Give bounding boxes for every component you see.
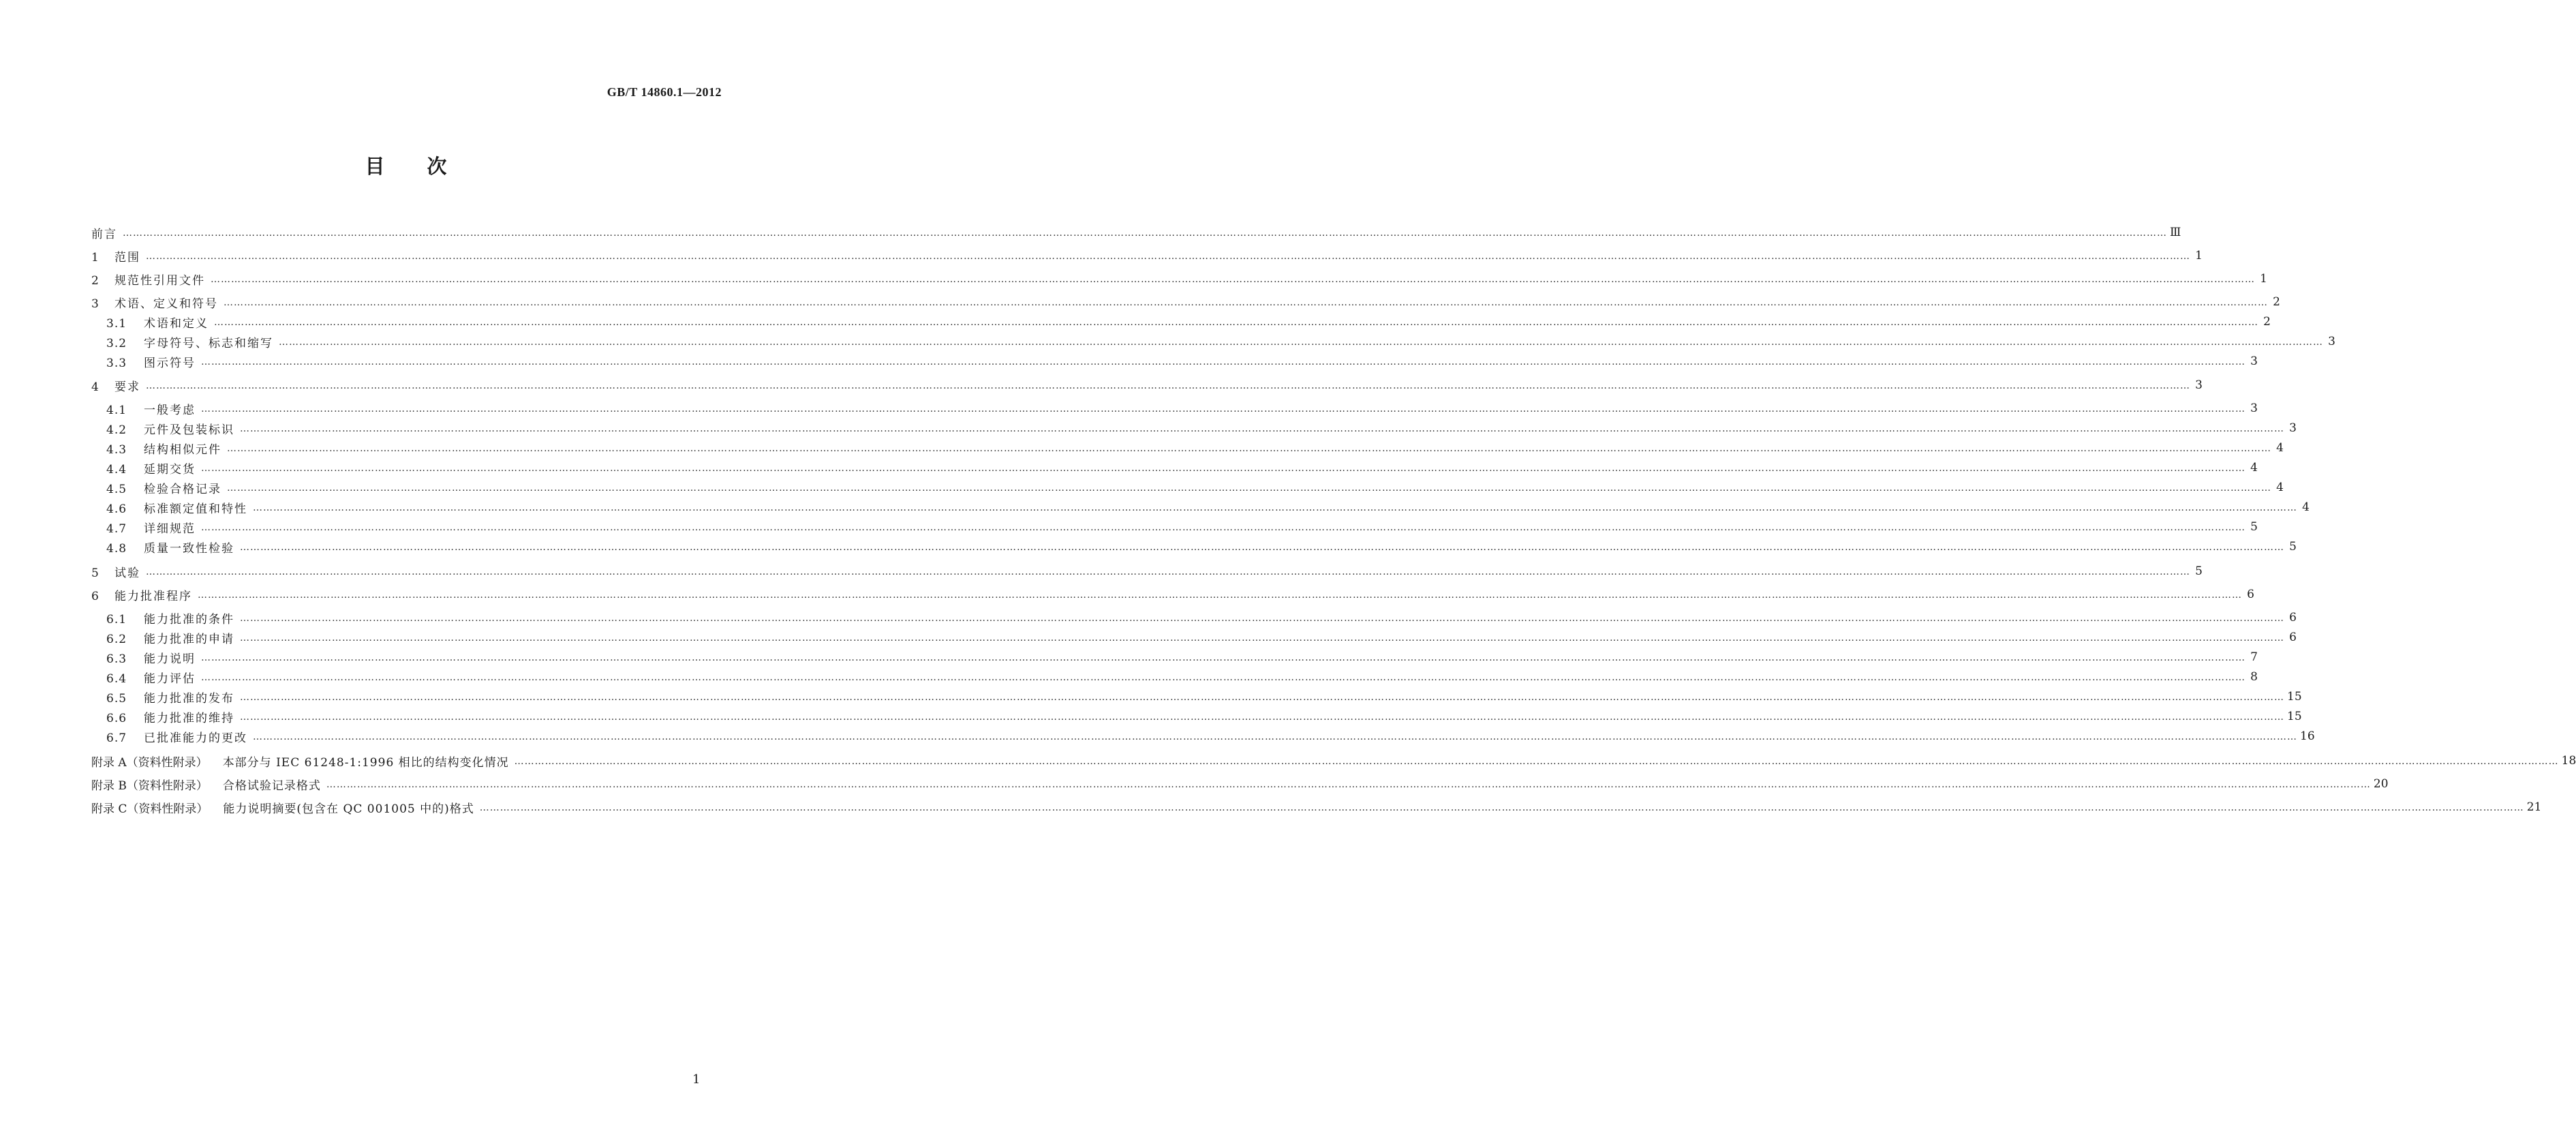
toc-entry[interactable] <box>91 498 2310 517</box>
toc-entry[interactable] <box>91 707 2302 726</box>
toc-entry[interactable] <box>91 608 2297 627</box>
toc-entry-label <box>91 708 234 725</box>
toc-entry-page: 4 <box>2276 481 2284 494</box>
toc-entry-label <box>91 420 234 437</box>
toc-entry-label <box>91 609 234 626</box>
toc-entry-leader: …………………………………………………………………………………………………………………………………………………………………………………………………………………………………………………………………………………………………………………………………………………………………………………………………………………………………………………………………………………………………………………………………………………… <box>240 542 2284 553</box>
toc-entry-leader: …………………………………………………………………………………………………………………………………………………………………………………………………………………………………………………………………………………………………………………………………………………………………………………………………………………………………………………………………………………………………………………………………………………… <box>201 357 2245 367</box>
toc-entry-page: 18 <box>2561 754 2576 768</box>
toc-entry-page: 16 <box>2300 729 2315 743</box>
toc-entry-label <box>91 586 192 603</box>
toc-entry-label <box>91 519 196 536</box>
toc-entry-label <box>91 728 247 745</box>
toc-entry-text: 结构相似元件 <box>144 442 221 457</box>
toc-entry[interactable] <box>91 751 2576 770</box>
toc-entry-leader: …………………………………………………………………………………………………………………………………………………………………………………………………………………………………………………………………………………………………………………………………………………………………………………………………………………………………………………………………………………………………………………………………………………… <box>211 274 2255 285</box>
toc-entry-text: 详细规范 <box>144 522 196 536</box>
toc-entry-text: 术语、定义和符号 <box>114 297 218 311</box>
toc-entry-text: 已批准能力的更改 <box>144 731 247 745</box>
toc-entry-leader: …………………………………………………………………………………………………………………………………………………………………………………………………………………………………………………………………………………………………………………………………………………………………………………………………………………………………………………………………………………………………………………………………………………… <box>201 672 2245 683</box>
toc-entry-page: 20 <box>2373 777 2389 791</box>
toc-entry-number: 4.6 <box>106 502 127 516</box>
toc-entry[interactable] <box>91 223 2181 242</box>
toc-entry[interactable] <box>91 438 2284 457</box>
toc-entry-text: 能力批准的发布 <box>144 691 234 706</box>
toc-entry-text: 质量一致性检验 <box>144 541 234 556</box>
toc-entry-leader: …………………………………………………………………………………………………………………………………………………………………………………………………………………………………………………………………………………………………………………………………………………………………………………………………………………………………………………………………………………………………………………………………………………… <box>201 522 2245 533</box>
toc-entry-text: 字母符号、标志和缩写 <box>144 336 273 350</box>
toc-entry-label <box>91 400 196 417</box>
toc-entry-page: 15 <box>2287 690 2302 704</box>
toc-entry-leader: …………………………………………………………………………………………………………………………………………………………………………………………………………………………………………………………………………………………………………………………………………………………………………………………………………………………………………………………………………………………………………………………………………………… <box>253 731 2297 742</box>
toc-entry-page: 5 <box>2250 520 2258 534</box>
page-number: 1 <box>692 1072 701 1087</box>
toc-entry-label <box>91 271 205 288</box>
toc-entry[interactable] <box>91 798 2542 817</box>
toc-entry[interactable] <box>91 562 2203 581</box>
toc-entry-number: 6.2 <box>106 632 127 646</box>
toc-entry-leader: …………………………………………………………………………………………………………………………………………………………………………………………………………………………………………………………………………………………………………………………………………………………………………………………………………………………………………………………………………………………………………………………………………………… <box>240 613 2284 624</box>
toc-entry-page: 6 <box>2247 588 2254 601</box>
toc-entry-leader: …………………………………………………………………………………………………………………………………………………………………………………………………………………………………………………………………………………………………………………………………………………………………………………………………………………………………………………………………………………………………………………………………………………… <box>146 380 2190 391</box>
toc-entry-page: 6 <box>2289 631 2297 644</box>
toc-entry-page: 4 <box>2250 461 2258 474</box>
toc-entry-page: 2 <box>2263 315 2271 329</box>
toc-entry-text: 能力说明 <box>144 652 196 666</box>
toc-entry-number: 4.8 <box>106 541 127 556</box>
toc-entry[interactable] <box>91 727 2315 746</box>
toc-entry-number: 4.7 <box>106 522 127 536</box>
toc-entry-page: 1 <box>2260 272 2267 286</box>
toc-entry-leader: …………………………………………………………………………………………………………………………………………………………………………………………………………………………………………………………………………………………………………………………………………………………………………………………………………………………………………………………………………………………………………………………………………………… <box>224 297 2268 308</box>
toc-entry-number: 1 <box>91 250 99 265</box>
toc-title-second: 次 <box>427 155 447 178</box>
toc-entry-number: 附录 C（资料性附录） <box>91 802 209 816</box>
standard-number: GB/T 14860.1—2012 <box>607 85 722 99</box>
toc-entry[interactable] <box>91 648 2258 667</box>
toc-entry-number: 4.5 <box>106 482 127 496</box>
toc-entry[interactable] <box>91 774 2389 794</box>
toc-entry-text: 本部分与 IEC 61248-1:1996 相比的结构变化情况 <box>222 755 509 770</box>
toc-entry-text: 术语和定义 <box>144 316 209 331</box>
toc-entry-text: 能力批准的申请 <box>144 632 234 646</box>
toc-entry-number: 3 <box>91 297 99 311</box>
toc-entry-page: 8 <box>2250 670 2258 684</box>
toc-entry-number: 4.4 <box>106 462 127 477</box>
toc-entry-number: 附录 A（资料性附录） <box>91 755 208 770</box>
toc-entry-page: 3 <box>2289 421 2297 435</box>
toc-entry-number: 4.1 <box>106 403 127 417</box>
toc-entry-page: 1 <box>2195 249 2203 262</box>
toc-entry-label <box>91 294 218 311</box>
toc-entry-number: 6.7 <box>106 731 127 745</box>
toc-entry-page: 4 <box>2276 441 2284 455</box>
toc-entry-number: 附录 B（资料性附录） <box>91 779 208 793</box>
toc-entry[interactable] <box>91 292 2280 312</box>
toc-entry-number: 2 <box>91 273 99 288</box>
toc-entry-number: 6 <box>91 589 99 603</box>
toc-entry-number: 6.5 <box>106 691 127 706</box>
toc-entry[interactable] <box>91 419 2297 438</box>
toc-entry-text: 元件及包装标识 <box>144 423 234 437</box>
toc-entry[interactable] <box>91 376 2203 395</box>
toc-entry[interactable] <box>91 269 2267 288</box>
toc-entry-text: 规范性引用文件 <box>114 273 205 288</box>
toc-entry[interactable] <box>91 312 2271 331</box>
toc-entry-page: 21 <box>2526 800 2542 814</box>
toc-entry[interactable] <box>91 537 2297 556</box>
toc-entry[interactable] <box>91 458 2258 477</box>
toc-entry-leader: …………………………………………………………………………………………………………………………………………………………………………………………………………………………………………………………………………………………………………………………………………………………………………………………………………………………………………………………………………………………………………………………………………………… <box>240 423 2284 434</box>
toc-entry-page: 3 <box>2328 335 2335 348</box>
toc-entry-text: 要求 <box>114 380 140 394</box>
toc-entry-leader: …………………………………………………………………………………………………………………………………………………………………………………………………………………………………………………………………………………………………………………………………………………………………………………………………………………………………………………………………………………………………………………………………………………… <box>198 590 2242 601</box>
toc-entry-number: 6.6 <box>106 711 127 725</box>
toc-entry-number: 6.4 <box>106 671 127 686</box>
toc-entry-number: 3.2 <box>106 336 127 350</box>
toc-entry-number: 6.1 <box>106 612 127 626</box>
toc-title-first: 目 <box>365 155 385 178</box>
toc-entry-label <box>91 353 196 370</box>
toc-entry-label <box>91 377 140 394</box>
toc-entry-page: 2 <box>2273 295 2280 309</box>
toc-entry-label <box>91 459 196 477</box>
toc-entry-text: 能力评估 <box>144 671 196 686</box>
toc-entry-text: 一般考虑 <box>144 403 196 417</box>
toc-entry-text: 能力批准程序 <box>114 589 192 603</box>
toc-entry-leader: …………………………………………………………………………………………………………………………………………………………………………………………………………………………………………………………………………………………………………………………………………………………………………………………………………………………………………………………………………………………………………………………………………………… <box>227 483 2271 494</box>
toc-entry-leader: …………………………………………………………………………………………………………………………………………………………………………………………………………………………………………………………………………………………………………………………………………………………………………………………………………………………………………………………………………………………………………………………………………………… <box>201 652 2245 663</box>
toc-entry-text: 能力说明摘要(包含在 QC 001005 中的)格式 <box>223 802 474 816</box>
toc-entry-label <box>91 629 234 646</box>
toc-entry[interactable] <box>91 246 2203 265</box>
toc-entry-number: 5 <box>91 566 99 580</box>
toc-entry-page: 6 <box>2289 611 2297 624</box>
toc-entry-text: 合格试验记录格式 <box>222 779 321 793</box>
toc-entry-leader: …………………………………………………………………………………………………………………………………………………………………………………………………………………………………………………………………………………………………………………………………………………………………………………………………………………………………………………………………………………………………………………………………………………… <box>253 502 2297 513</box>
toc-entry[interactable] <box>91 667 2258 686</box>
toc-entry-text: 范围 <box>114 250 140 265</box>
toc-entry[interactable] <box>91 352 2258 371</box>
toc-entry-text: 检验合格记录 <box>144 482 221 496</box>
toc-entry-text: 试验 <box>114 566 140 580</box>
toc-entry-label <box>91 314 209 331</box>
toc-entry-number: 4.3 <box>106 442 127 457</box>
toc-entry-text: 前言 <box>91 227 117 241</box>
toc-entry-label <box>91 753 509 770</box>
toc-entry-label <box>91 563 140 580</box>
toc-entry-label <box>91 479 221 496</box>
toc-entry-leader: …………………………………………………………………………………………………………………………………………………………………………………………………………………………………………………………………………………………………………………………………………………………………………………………………………………………………………………………………………………………………………………………………………………… <box>514 756 2559 767</box>
toc-entry-text: 能力批准的条件 <box>144 612 234 626</box>
toc-entry-label <box>91 224 117 241</box>
toc-entry-number: 4 <box>91 380 99 394</box>
toc-entry-label <box>91 499 247 516</box>
toc-entry-leader: …………………………………………………………………………………………………………………………………………………………………………………………………………………………………………………………………………………………………………………………………………………………………………………………………………………………………………………………………………………………………………………………………………………… <box>201 404 2245 414</box>
toc-entry-page: 7 <box>2250 650 2258 664</box>
toc-entry[interactable] <box>91 687 2302 706</box>
toc-entry-number: 4.2 <box>106 423 127 437</box>
toc-entry[interactable] <box>91 332 2335 351</box>
toc-entry-leader: …………………………………………………………………………………………………………………………………………………………………………………………………………………………………………………………………………………………………………………………………………………………………………………………………………………………………………………………………………………………………………………………………………………… <box>240 712 2284 723</box>
toc-entry-leader: …………………………………………………………………………………………………………………………………………………………………………………………………………………………………………………………………………………………………………………………………………………………………………………………………………………………………………………………………………………………………………………………………………………… <box>326 779 2371 790</box>
toc-entry-text: 延期交货 <box>144 462 196 477</box>
toc-entry[interactable] <box>91 399 2258 418</box>
toc-entry-page: 15 <box>2287 710 2302 723</box>
toc-entry-label <box>91 539 234 556</box>
toc-entry-label <box>91 689 234 706</box>
toc-entry-leader: …………………………………………………………………………………………………………………………………………………………………………………………………………………………………………………………………………………………………………………………………………………………………………………………………………………………………………………………………………………………………………………………………………………… <box>240 633 2284 644</box>
toc-entry-label <box>91 669 196 686</box>
toc-entry[interactable] <box>91 478 2284 497</box>
toc-entry-text: 图示符号 <box>144 356 196 370</box>
toc-entry-label <box>91 440 221 457</box>
toc-entry-leader: …………………………………………………………………………………………………………………………………………………………………………………………………………………………………………………………………………………………………………………………………………………………………………………………………………………………………………………………………………………………………………………………………………………… <box>201 463 2245 474</box>
toc-entry-leader: …………………………………………………………………………………………………………………………………………………………………………………………………………………………………………………………………………………………………………………………………………………………………………………………………………………………………………………………………………………………………………………………………………………… <box>123 228 2167 239</box>
toc-title <box>0 151 812 179</box>
toc-entry-label <box>91 247 140 265</box>
toc-entry-label <box>91 799 474 816</box>
toc-entry-leader: …………………………………………………………………………………………………………………………………………………………………………………………………………………………………………………………………………………………………………………………………………………………………………………………………………………………………………………………………………………………………………………………………………………… <box>227 443 2271 454</box>
toc-entry-text: 标准额定值和特性 <box>144 502 247 516</box>
toc-entry[interactable] <box>91 628 2297 647</box>
toc-entry-label <box>91 333 273 350</box>
toc-entry-label <box>91 776 321 793</box>
toc-entry-page: 4 <box>2302 500 2310 514</box>
toc-entry-text: 能力批准的维持 <box>144 711 234 725</box>
toc-entry-leader: …………………………………………………………………………………………………………………………………………………………………………………………………………………………………………………………………………………………………………………………………………………………………………………………………………………………………………………………………………………………………………………………………………………… <box>214 317 2258 328</box>
toc-entry-page: 5 <box>2289 540 2297 554</box>
toc-entry[interactable] <box>91 517 2258 537</box>
toc-entry-number: 3.3 <box>106 356 127 370</box>
toc-entry-page: Ⅲ <box>2170 226 2181 239</box>
toc-entry-number: 6.3 <box>106 652 127 666</box>
toc-entry-page: 3 <box>2250 354 2258 368</box>
toc-entry-page: 3 <box>2250 402 2258 415</box>
toc-entry-leader: …………………………………………………………………………………………………………………………………………………………………………………………………………………………………………………………………………………………………………………………………………………………………………………………………………………………………………………………………………………………………………………………………………………… <box>146 251 2190 262</box>
toc-entry-label <box>91 649 196 666</box>
toc-entry-page: 5 <box>2195 564 2203 578</box>
toc-entry-leader: …………………………………………………………………………………………………………………………………………………………………………………………………………………………………………………………………………………………………………………………………………………………………………………………………………………………………………………………………………………………………………………………………………………… <box>146 567 2190 577</box>
toc-entry-number: 3.1 <box>106 316 127 331</box>
toc-entry[interactable] <box>91 585 2254 604</box>
toc-entry-page: 3 <box>2195 378 2203 392</box>
toc-entry-leader: …………………………………………………………………………………………………………………………………………………………………………………………………………………………………………………………………………………………………………………………………………………………………………………………………………………………………………………………………………………………………………………………………………………… <box>479 802 2524 813</box>
toc-entry-leader: …………………………………………………………………………………………………………………………………………………………………………………………………………………………………………………………………………………………………………………………………………………………………………………………………………………………………………………………………………………………………………………………………………………… <box>240 692 2284 703</box>
toc-entry-leader: …………………………………………………………………………………………………………………………………………………………………………………………………………………………………………………………………………………………………………………………………………………………………………………………………………………………………………………………………………………………………………………………………………………… <box>279 337 2323 348</box>
